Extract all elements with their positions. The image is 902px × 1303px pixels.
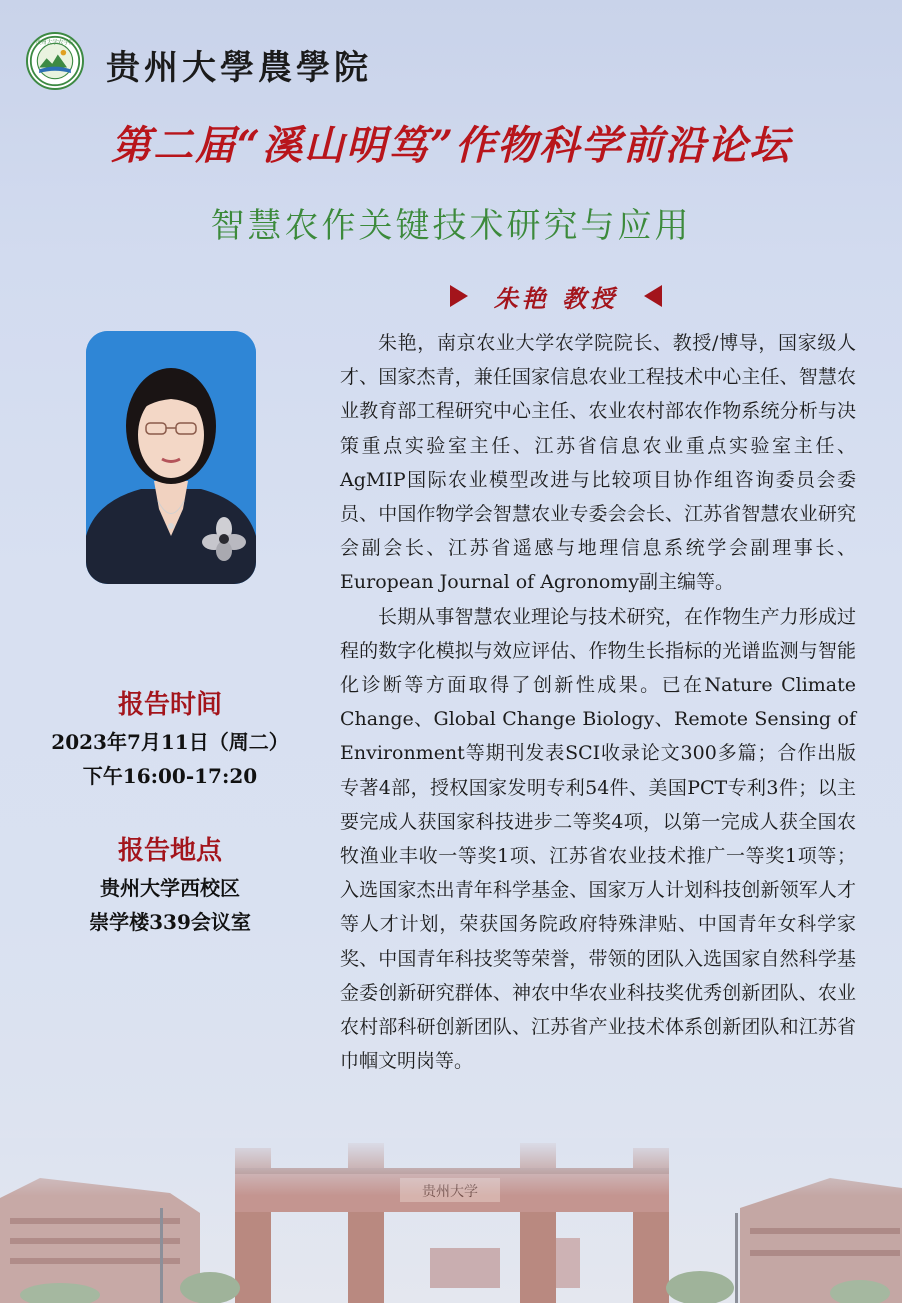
speaker-row <box>340 276 772 316</box>
report-location-line1: 贵州大学西校区 <box>100 876 240 900</box>
report-time-label: 报告时间 <box>117 690 222 720</box>
speaker-name: 朱艳 教授 <box>493 283 619 313</box>
university-gate-icon <box>0 1138 902 1303</box>
report-date: 2023年7月11日（周二） <box>51 730 289 754</box>
school-name: 贵州大學農學院 <box>106 48 372 88</box>
triangle-right-icon <box>450 285 468 307</box>
report-location-line2: 崇学楼339会议室 <box>89 910 251 934</box>
bio-paragraph: 朱艳，南京农业大学农学院院长、教授/博导，国家级人才、国家杰青，兼任国家信息农业工程技术中心主任、智慧农业教育部工程研究中心主任、农业农村部农作物系统分析与决策重点实验室主任、江苏省信息农业重点实验室主任、AgMIP国际农业模型改进与比较项目协作组咨询委员会委员、中国作物学会智慧农业专委会会长、江苏省智慧农业研究会副会长、江苏省遥感与地理信息系统学会副理事长、European Journal of Agronomy副主编等。 <box>340 332 856 594</box>
university-seal-icon <box>26 32 84 90</box>
talk-title: 智慧农作关键技术研究与应用 <box>210 206 692 246</box>
forum-title: 第二届“溪山明笃”作物科学前沿论坛 <box>110 122 791 169</box>
triangle-left-icon <box>644 285 662 307</box>
speaker-portrait-icon <box>86 331 256 584</box>
report-time-block <box>0 684 340 793</box>
speaker-biography <box>340 326 856 1078</box>
report-time: 下午16:00-17:20 <box>82 764 258 788</box>
logo-text: 贵州大学农学院 <box>35 40 75 47</box>
bio-paragraph: 长期从事智慧农业理论与技术研究，在作物生产力形成过程的数字化模拟与效应评估、作物生长指标的光谱监测与智能化诊断等方面取得了创新性成果。已在Nature Climate Change、Global Change Biology、Remote Sensing of Environment等期刊发表SCI收录论文300多篇；合作出版专著4部，授权国家发明专利54件、美国PCT专利3件；以主要完成人获国家科技进步二等奖4项，以第一完成人获全国农牧渔业丰收一等奖1项、江苏省农业技术推广一等奖1项等；入选国家杰出青年科学基金、国家万人计划科技创新领军人才等人才计划，荣获国务院政府特殊津贴、中国青年女科学家奖、中国青年科技奖等荣誉，带领的团队入选国家自然科学基金委创新研究群体、神农中华农业科技奖优秀创新团队、农业农村部科研创新团队、江苏省产业技术体系创新团队和江苏省巾帼文明岗等。 <box>340 605 856 1073</box>
report-location-block <box>0 830 340 939</box>
report-location-label: 报告地点 <box>117 836 222 866</box>
